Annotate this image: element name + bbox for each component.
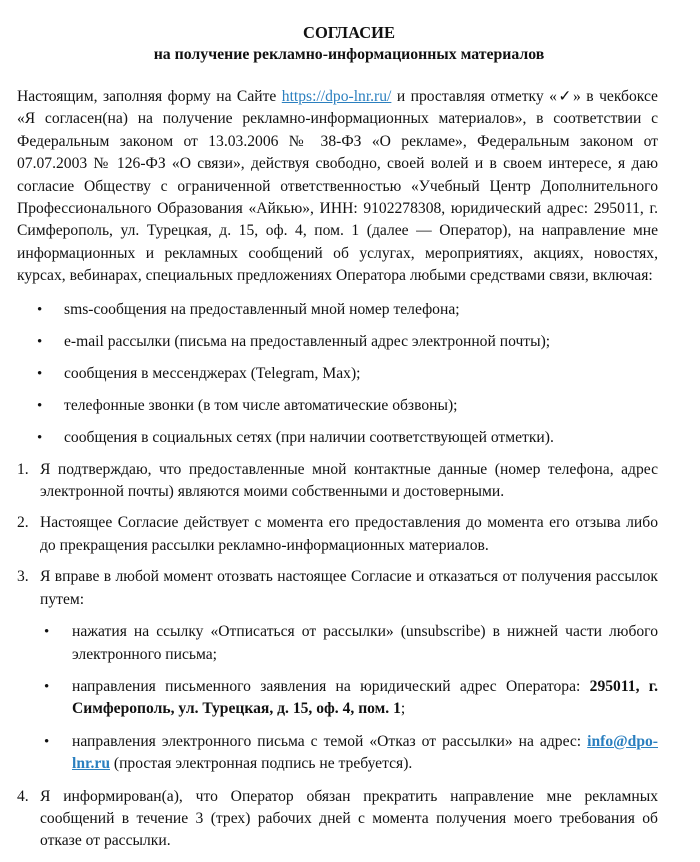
- item-number: 1.: [17, 460, 29, 478]
- email-link[interactable]: info@dpo-lnr.ru: [72, 732, 658, 773]
- numbered-list: [17, 459, 658, 853]
- list-item-text: направления письменного заявления на юридический адрес Оператора:: [72, 677, 590, 695]
- numbered-item-1: [17, 459, 658, 504]
- document-title: СОГЛАСИЕ: [303, 23, 395, 42]
- consent-document: [17, 22, 658, 862]
- list-item-text: сообщения в социальных сетях (при наличии соответствующей отметки).: [64, 428, 554, 446]
- bullet-icon: •: [37, 333, 43, 350]
- bullet-icon: •: [37, 397, 43, 414]
- bullet-icon: •: [44, 733, 50, 750]
- bullet-icon: •: [37, 301, 43, 318]
- list-item: [17, 395, 658, 417]
- item-number: 3.: [17, 568, 29, 586]
- bullet-icon: •: [44, 624, 50, 641]
- list-item: [17, 363, 658, 385]
- item-text: Я вправе в любой момент отозвать настоящее Согласие и отказаться от получения рассылок путем:: [40, 568, 658, 608]
- item-text: Я подтверждаю, что предоставленные мной контактные данные (номер телефона, адрес электронной почты) являются моими собственными и достоверными.: [40, 460, 658, 501]
- list-item: [40, 731, 658, 776]
- list-item-text: e-mail рассылки (письма на предоставленный адрес электронной почты);: [64, 332, 551, 350]
- list-item-text-end: (простая электронная подпись не требуется).: [110, 755, 413, 773]
- list-item-text: нажатия на ссылку «Отписаться от рассылки» (unsubscribe) в нижней части любого электронного письма;: [72, 623, 658, 663]
- numbered-item-4: [17, 786, 658, 853]
- list-item: [17, 299, 658, 321]
- item-number: 2.: [17, 514, 29, 532]
- list-item: [40, 621, 658, 666]
- list-item-text: телефонные звонки (в том числе автоматические обзвоны);: [64, 396, 458, 414]
- intro-text-end: и проставляя отметку «✓» в чекбоксе «Я согласен(на) на получение рекламно-информационных материалов», в соответствии с Федеральным законом от 13.03.2006 № 38-ФЗ «О рекламе», Федеральным законом от 07.07.2003 № 126-ФЗ «О связи», действуя свободно, своей волей и в своем интересе, я даю согласие Обществу с ограниченной ответственностью «Учебный Центр Дополнительного Профессионального Образования «Айкью», ИНН: 9102278308, юридический адрес: 295011, г. Симферополь, ул. Турецкая, д. 15, оф. 4, пом. 1 (далее — Оператор), на направление мне информационных и рекламных сообщений об услугах, мероприятиях, акциях, новостях, курсах, вебинарах, специальных предложениях Оператора любыми средствами связи, включая:: [17, 88, 658, 285]
- document-subtitle: на получение рекламно-информационных материалов: [153, 46, 545, 63]
- list-item: [40, 676, 658, 721]
- list-item: [17, 427, 658, 449]
- list-item-text-end: ;: [400, 700, 406, 718]
- bullet-icon: •: [37, 429, 43, 446]
- withdrawal-methods-list: [40, 621, 658, 775]
- bullet-icon: •: [44, 678, 50, 695]
- numbered-item-2: [17, 512, 658, 557]
- intro-text-start: Настоящим, заполняя форму на Сайте: [17, 88, 282, 105]
- list-item-text: сообщения в мессенджерах (Telegram, Max);: [64, 364, 361, 382]
- list-item-text: направления электронного письма с темой «Отказ от рассылки» на адрес:: [72, 732, 588, 750]
- numbered-item-3: [17, 566, 658, 775]
- list-item: [17, 331, 658, 353]
- intro-paragraph: [17, 86, 658, 288]
- bullet-icon: •: [37, 365, 43, 382]
- item-text: Я информирован(а), что Оператор обязан прекратить направление мне рекламных сообщений в течение 3 (трех) рабочих дней с момента получения моего требования об отказе от рассылки.: [40, 787, 658, 850]
- operator-address: 295011, г. Симферополь, ул. Турецкая, д. 15, оф. 4, пом. 1: [72, 677, 659, 718]
- item-number: 4.: [17, 787, 29, 805]
- list-item-text: sms-сообщения на предоставленный мной номер телефона;: [64, 300, 460, 318]
- item-text: Настоящее Согласие действует с момента его предоставления до момента его отзыва либо до прекращения рассылки рекламно-информационных материалов.: [40, 514, 658, 554]
- site-link[interactable]: https://dpo-lnr.ru/: [281, 88, 392, 105]
- channels-list: [17, 299, 658, 449]
